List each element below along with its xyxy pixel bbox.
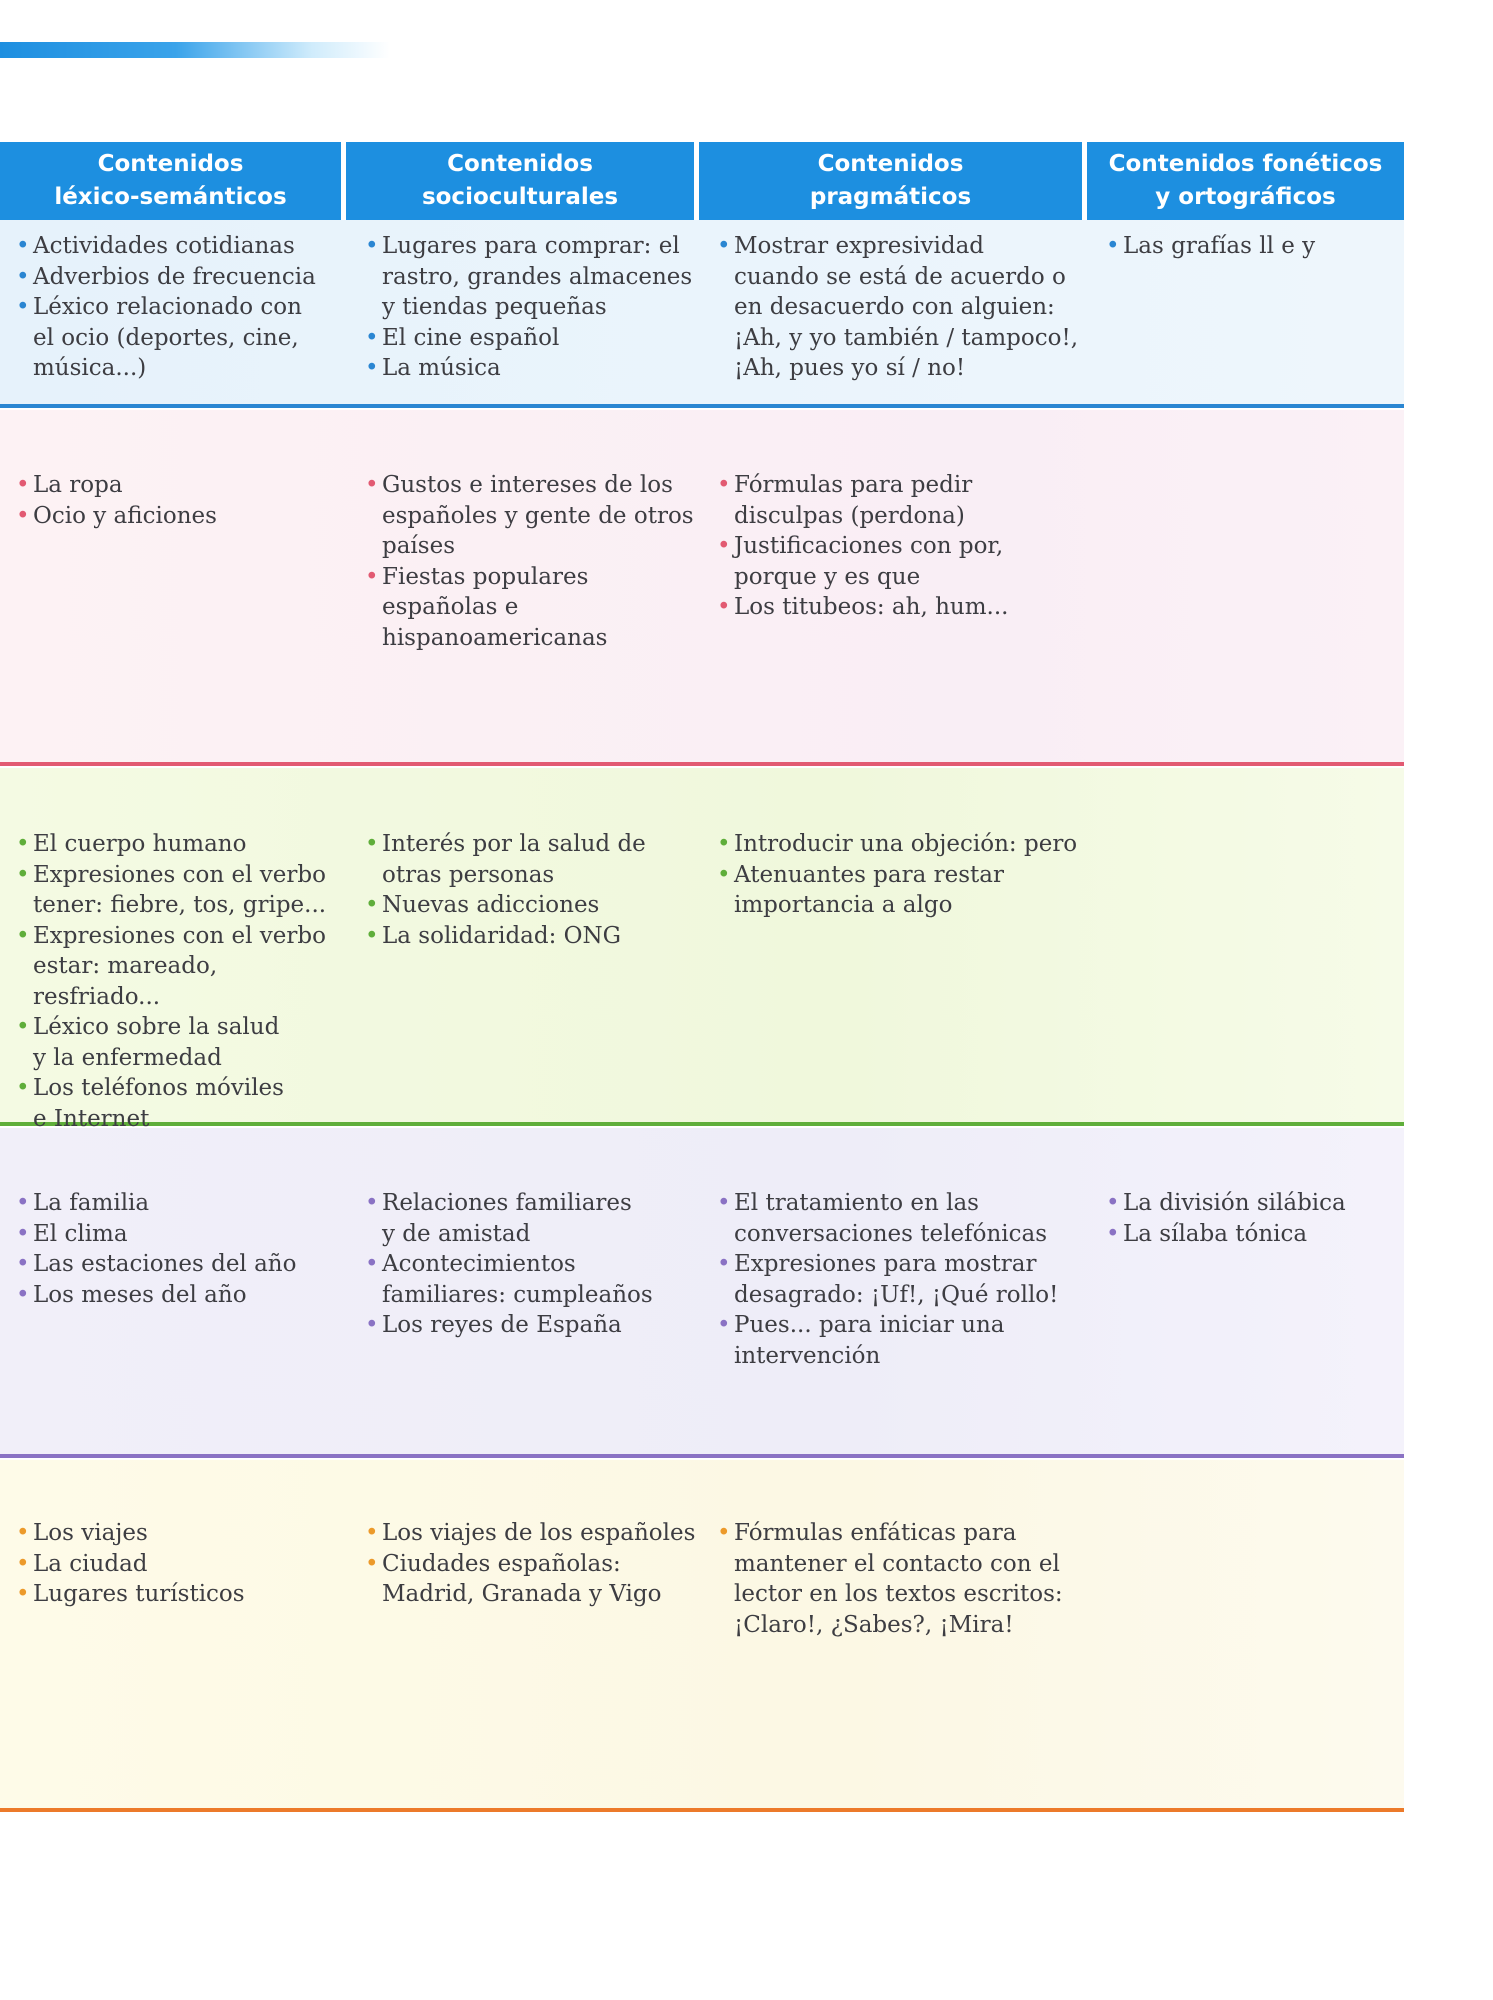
row-5-socio xyxy=(363,1518,703,1610)
row-2-socio xyxy=(363,470,703,653)
row-1-fonet xyxy=(1104,231,1404,262)
row-1-divider xyxy=(0,404,1404,408)
list-item: • Los viajes xyxy=(14,1518,344,1549)
list-item: • Introducir una objeción: pero xyxy=(715,829,1085,860)
header-prag-line2: pragmáticos xyxy=(809,184,972,210)
list-item: • La ropa xyxy=(14,470,344,501)
list-item: • Las estaciones del año xyxy=(14,1249,344,1280)
list-item: • Gustos e intereses de los españoles y gente de otros países xyxy=(363,470,703,562)
header-socio xyxy=(346,142,694,220)
header-lexico-line1: Contenidos xyxy=(97,151,244,177)
list-item: • Los meses del año xyxy=(14,1280,344,1311)
list-item: • Expresiones con el verbo estar: mareado, resfriado... xyxy=(14,921,344,1013)
row-3-lexico xyxy=(14,829,344,1134)
list-item: • La división silábica xyxy=(1104,1188,1404,1219)
row-1-prag xyxy=(715,231,1085,384)
header-prag-line1: Contenidos xyxy=(817,151,964,177)
row-2-lexico xyxy=(14,470,344,531)
list-item: • Las grafías ll e y xyxy=(1104,231,1404,262)
list-item: • Ciudades españolas: Madrid, Granada y Vigo xyxy=(363,1549,703,1610)
list-item: • Léxico relacionado con el ocio (deportes, cine, música...) xyxy=(14,292,344,384)
row-2-prag xyxy=(715,470,1085,623)
list-item: • Interés por la salud de otras personas xyxy=(363,829,703,890)
list-item: • Los teléfonos móviles e Internet xyxy=(14,1073,344,1134)
row-4-fonet xyxy=(1104,1188,1404,1249)
list-item: • Mostrar expresividad cuando se está de acuerdo o en desacuerdo con alguien: ¡Ah, y yo también / tampoco!, ¡Ah, pues yo sí / no! xyxy=(715,231,1085,384)
list-item: • El clima xyxy=(14,1219,344,1250)
list-item: • Acontecimientos familiares: cumpleaños xyxy=(363,1249,703,1310)
list-item: • Ocio y aficiones xyxy=(14,501,344,532)
row-4-lexico xyxy=(14,1188,344,1310)
header-lexico-line2: léxico-semánticos xyxy=(54,184,287,210)
list-item: • Léxico sobre la salud y la enfermedad xyxy=(14,1012,344,1073)
list-item: • Atenuantes para restar importancia a algo xyxy=(715,860,1085,921)
header-socio-line2: socioculturales xyxy=(421,184,619,210)
list-item: • La música xyxy=(363,353,703,384)
list-item: • Nuevas adicciones xyxy=(363,890,703,921)
list-item: • Adverbios de frecuencia xyxy=(14,262,344,293)
row-5-prag xyxy=(715,1518,1085,1640)
list-item: • Fiestas populares españolas e hispanoamericanas xyxy=(363,562,703,654)
list-item: • Expresiones con el verbo tener: fiebre, tos, gripe... xyxy=(14,860,344,921)
list-item: • Expresiones para mostrar desagrado: ¡Uf!, ¡Qué rollo! xyxy=(715,1249,1085,1310)
list-item: • Lugares para comprar: el rastro, grandes almacenes y tiendas pequeñas xyxy=(363,231,703,323)
row-3-prag xyxy=(715,829,1085,921)
list-item: • La familia xyxy=(14,1188,344,1219)
list-item: • El cuerpo humano xyxy=(14,829,344,860)
list-item: • Relaciones familiares y de amistad xyxy=(363,1188,703,1249)
row-5-background xyxy=(0,1460,1404,1808)
list-item: • Pues... para iniciar una intervención xyxy=(715,1310,1085,1371)
list-item: • Lugares turísticos xyxy=(14,1579,344,1610)
row-4-prag xyxy=(715,1188,1085,1371)
row-5-lexico xyxy=(14,1518,344,1610)
list-item: • Los viajes de los españoles xyxy=(363,1518,703,1549)
row-3-socio xyxy=(363,829,703,951)
header-prag xyxy=(699,142,1082,220)
list-item: • Justificaciones con por, porque y es que xyxy=(715,531,1085,592)
row-1-lexico xyxy=(14,231,344,384)
top-accent-strip xyxy=(0,42,390,58)
row-4-socio xyxy=(363,1188,703,1341)
header-socio-line1: Contenidos xyxy=(447,151,593,177)
row-2-divider xyxy=(0,762,1404,766)
list-item: • La solidaridad: ONG xyxy=(363,921,703,952)
header-lexico xyxy=(0,142,341,220)
list-item: • El tratamiento en las conversaciones telefónicas xyxy=(715,1188,1085,1249)
row-5-divider xyxy=(0,1808,1404,1812)
list-item: • Los reyes de España xyxy=(363,1310,703,1341)
list-item: • Fórmulas enfáticas para mantener el contacto con el lector en los textos escritos: ¡Claro!, ¿Sabes?, ¡Mira! xyxy=(715,1518,1085,1640)
row-4-divider xyxy=(0,1454,1404,1458)
list-item: • La ciudad xyxy=(14,1549,344,1580)
row-1-socio xyxy=(363,231,703,384)
list-item: • Los titubeos: ah, hum... xyxy=(715,592,1085,623)
header-fonet xyxy=(1087,142,1404,220)
header-fonet-line1: Contenidos fonéticos xyxy=(1108,151,1383,177)
list-item: • Actividades cotidianas xyxy=(14,231,344,262)
header-fonet-line2: y ortográficos xyxy=(1155,184,1336,210)
list-item: • El cine español xyxy=(363,323,703,354)
list-item: • Fórmulas para pedir disculpas (perdona) xyxy=(715,470,1085,531)
list-item: • La sílaba tónica xyxy=(1104,1219,1404,1250)
